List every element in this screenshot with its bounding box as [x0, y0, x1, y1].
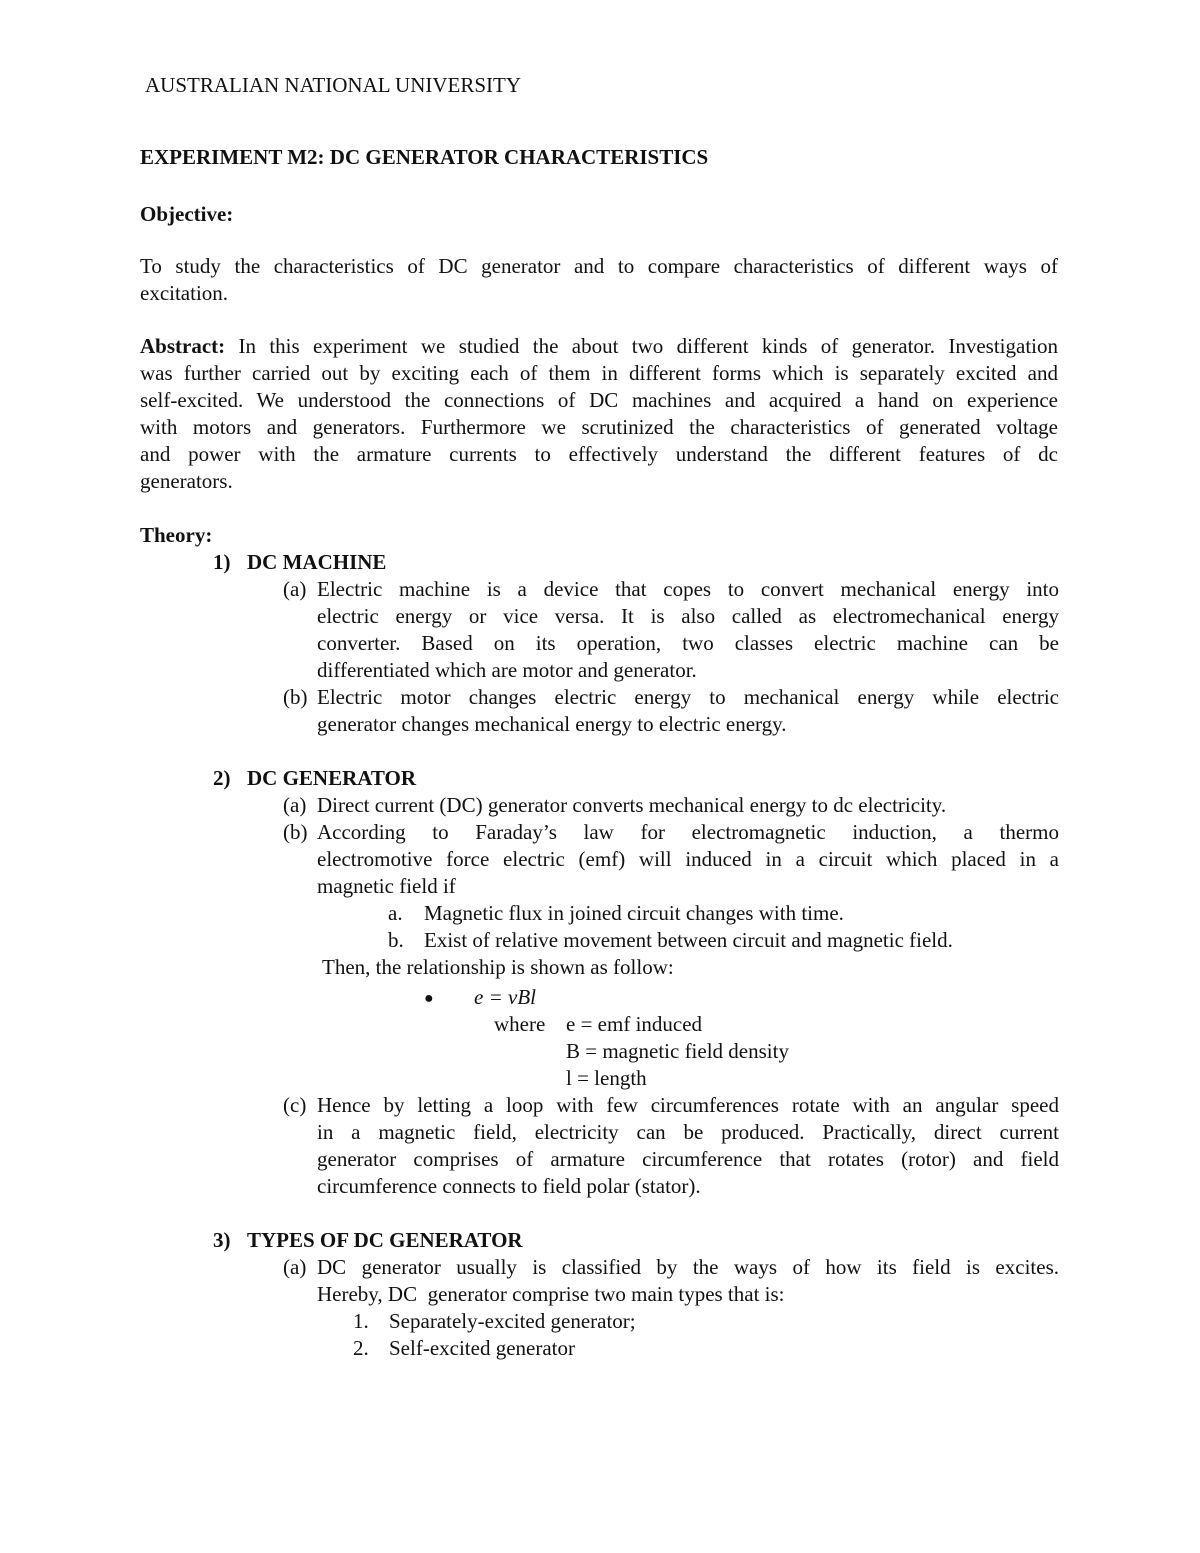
s3-item-1-text: Separately-excited generator; [389, 1309, 636, 1333]
abstract-first-line [140, 333, 1058, 360]
abstract-paragraph [140, 333, 1058, 495]
s1-b-marker: (b) [283, 685, 308, 709]
s1-a-line: Electric machine is a device that copes to convert mechanical energy into [317, 577, 1059, 601]
abstract-line: and power with the armature currents to effectively understand the different features of dc [140, 442, 1058, 466]
abstract-label: Abstract: [140, 334, 226, 358]
abstract-line: was further carried out by exciting each of them in different forms which is separately excited and [140, 361, 1058, 385]
s1-a-line: differentiated which are motor and generator. [317, 658, 697, 682]
s2-b-line: According to Faraday’s law for electromagnetic induction, a thermo [317, 820, 1059, 844]
abstract-first-text: In this experiment we studied the about two different kinds of generator. Investigation [238, 334, 1058, 358]
university-name: AUSTRALIAN NATIONAL UNIVERSITY [145, 73, 522, 97]
experiment-title: EXPERIMENT M2: DC GENERATOR CHARACTERISTICS [140, 145, 709, 169]
where-def-b: B = magnetic field density [566, 1039, 789, 1063]
s2-b-line: electromotive force electric (emf) will induced in a circuit which placed in a [317, 847, 1059, 871]
s1-b-line: generator changes mechanical energy to electric energy. [317, 712, 787, 736]
s3-a-marker: (a) [283, 1255, 307, 1279]
section-3-number: 3) [213, 1228, 231, 1252]
s3-a-line: DC generator usually is classified by the ways of how its field is excites. [317, 1255, 1059, 1279]
s1-b-line: Electric motor changes electric energy to mechanical energy while electric [317, 685, 1059, 709]
section-2-number: 2) [213, 766, 231, 790]
relationship-intro: Then, the relationship is shown as follow: [322, 955, 674, 979]
objective-heading: Objective: [140, 202, 234, 226]
s2-subitem-b-marker: b. [388, 928, 404, 952]
s2-c-line: generator comprises of armature circumference that rotates (rotor) and field [317, 1147, 1059, 1171]
s2-c-line: circumference connects to field polar (stator). [317, 1174, 701, 1198]
objective-line: To study the characteristics of DC generator and to compare characteristics of different ways of [140, 254, 1058, 278]
s2-a-text: Direct current (DC) generator converts mechanical energy to dc electricity. [317, 793, 947, 817]
bullet-icon: ● [424, 990, 434, 1007]
formula: e = vBl [474, 985, 536, 1009]
s1-a-line: electric energy or vice versa. It is also called as electromechanical energy [317, 604, 1059, 628]
abstract-line: generators. [140, 469, 233, 493]
abstract-line: self-excited. We understood the connections of DC machines and acquired a hand on experience [140, 388, 1058, 412]
section-1-number: 1) [213, 550, 231, 574]
s1-a-line: converter. Based on its operation, two classes electric machine can be [317, 631, 1059, 655]
s1-b-paragraph [317, 684, 1059, 738]
s2-b-line: magnetic field if [317, 874, 456, 898]
where-label: where [494, 1012, 546, 1036]
s2-b-paragraph [317, 819, 1059, 900]
s3-item-2-text: Self-excited generator [389, 1336, 575, 1360]
objective-paragraph [140, 253, 1058, 307]
s1-a-marker: (a) [283, 577, 307, 601]
section-3-heading: TYPES OF DC GENERATOR [247, 1228, 523, 1252]
abstract-line: with motors and generators. Furthermore we scrutinized the characteristics of generated voltage [140, 415, 1058, 439]
s1-a-paragraph [317, 576, 1059, 684]
objective-line: excitation. [140, 281, 229, 305]
s2-c-line: Hence by letting a loop with few circumferences rotate with an angular speed [317, 1093, 1059, 1117]
s2-a-marker: (a) [283, 793, 307, 817]
s3-item-1-marker: 1. [353, 1309, 369, 1333]
s3-item-2-marker: 2. [353, 1336, 369, 1360]
s3-a-paragraph [317, 1254, 1059, 1308]
s2-subitem-a-marker: a. [388, 901, 403, 925]
section-1-heading: DC MACHINE [247, 550, 387, 574]
s2-c-marker: (c) [283, 1093, 307, 1117]
s2-b-marker: (b) [283, 820, 308, 844]
where-def-e: e = emf induced [566, 1012, 703, 1036]
section-2-heading: DC GENERATOR [247, 766, 416, 790]
s2-c-paragraph [317, 1092, 1059, 1200]
s3-a-line: Hereby, DC generator comprise two main types that is: [317, 1282, 785, 1306]
theory-heading: Theory: [140, 523, 213, 547]
s2-subitem-a-text: Magnetic flux in joined circuit changes with time. [424, 901, 844, 925]
s2-c-line: in a magnetic field, electricity can be produced. Practically, direct current [317, 1120, 1059, 1144]
where-def-l: l = length [566, 1066, 647, 1090]
s2-subitem-b-text: Exist of relative movement between circuit and magnetic field. [424, 928, 953, 952]
